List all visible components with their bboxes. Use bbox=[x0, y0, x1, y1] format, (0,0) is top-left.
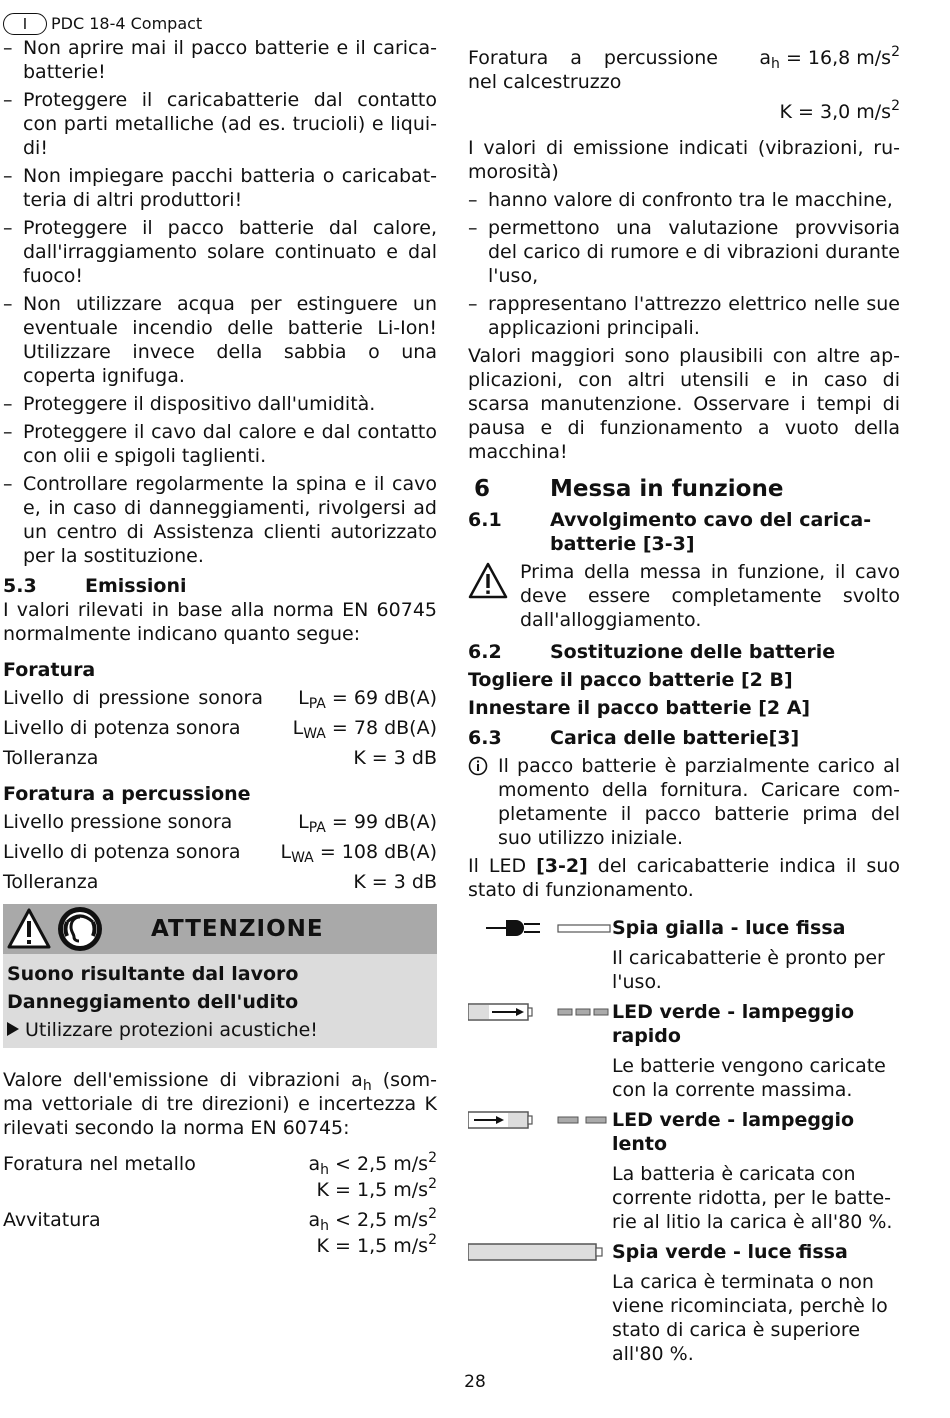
led-desc: Il caricabatterie è pronto per l'uso. bbox=[612, 947, 885, 993]
emission-intro: I valori rilevati in base alla norma EN 60745 normalmente indicano quanto segue: bbox=[3, 599, 437, 645]
arrow-right-icon bbox=[7, 1022, 19, 1036]
led-desc: La batteria è caricata con corrente ridotta, per le batte-rie al litio la carica è all'80 %. bbox=[612, 1163, 893, 1233]
led-desc: Le batterie vengono caricate con la corrente massima. bbox=[612, 1055, 886, 1101]
battery-charging-icon bbox=[468, 1108, 612, 1132]
plug-icon bbox=[468, 916, 612, 940]
info-icon bbox=[468, 756, 488, 776]
page-number: 28 bbox=[464, 1372, 486, 1392]
emission-list bbox=[468, 188, 900, 340]
list-item: – rappresentano l'attrezzo elettrico nelle sue applicazioni principali. bbox=[468, 292, 900, 340]
section-heading-6-3: 6.3 Carica delle batterie[3] bbox=[468, 727, 800, 749]
value-row: Tolleranza K = 3 dB bbox=[3, 871, 437, 893]
section-heading-6: 6 Messa in funzione bbox=[474, 476, 784, 502]
value-row: Avvitatura $a_h < 2,5$ $m/s^2$ bbox=[3, 1206, 437, 1234]
warning-triangle-icon bbox=[468, 562, 508, 600]
section-heading-6-2: 6.2 Sostituzione delle batterie bbox=[468, 641, 836, 663]
warning-header bbox=[3, 904, 437, 954]
list-item: – Non utilizzare acqua per estinguere un eventuale incendio delle batterie Li-Ion! Utilizzare invece della sabbia o una coperta ignifuga. bbox=[3, 292, 437, 388]
section-heading-emissioni bbox=[3, 574, 437, 598]
subheading-foratura: Foratura bbox=[3, 659, 96, 681]
ear-protection-icon bbox=[57, 906, 103, 952]
led-title: Spia verde - luce fissa bbox=[612, 1241, 848, 1263]
warning-body bbox=[3, 954, 437, 1048]
led-status-row bbox=[468, 916, 900, 994]
list-item: – Proteggere il caricabatterie dal contatto con parti metalliche (ad es. trucioli) e liqui-di! bbox=[3, 88, 437, 160]
value-row: K = 1,5 $m/s^2$ bbox=[316, 1176, 437, 1201]
vibration-intro: Valore dell'emissione di vibrazioni $a_h$ (som-ma vettoriale di tre direzioni) e incertezza K rilevati secondo la norma EN 60745: bbox=[3, 1069, 438, 1139]
list-item: – Controllare regolarmente la spina e il cavo e, in caso di danneggiamenti, rivolgersi ad un centro di Assistenza clienti autorizzato per la sostituzione. bbox=[3, 472, 437, 568]
led-title: LED verde - lampeggio rapido bbox=[612, 1001, 855, 1047]
list-item: – permettono una valutazione provvisoria del carico di rumore e di vibrazioni durante l'uso, bbox=[468, 216, 900, 288]
emission-values-intro: I valori di emissione indicati (vibrazioni, ru-morosità) bbox=[468, 137, 900, 183]
value-row: Livello di pressione sonora $L_{PA} = 69$ dB(A) bbox=[3, 687, 437, 712]
product-name: PDC 18-4 Compact bbox=[51, 14, 203, 33]
led-status-row bbox=[468, 1108, 900, 1234]
led-intro: Il LED [3-2] del caricabatterie indica il suo stato di funzionamento. bbox=[468, 855, 900, 901]
led-title: Spia gialla - luce fissa bbox=[612, 917, 846, 939]
section-number: 5.3 bbox=[3, 575, 37, 597]
value-row: Livello di potenza sonora $L_{WA} = 78$ dB(A) bbox=[3, 717, 437, 742]
language-badge: I bbox=[3, 13, 47, 35]
list-item: – Non aprire mai il pacco batterie e il carica-batterie! bbox=[3, 36, 437, 84]
warning-line: Suono risultante dal lavoro bbox=[7, 963, 299, 985]
list-item: – Proteggere il pacco batterie dal calore, dall'irraggiamento solare continuato e dal fuoco! bbox=[3, 216, 437, 288]
list-item: – hanno valore di confronto tra le macchine, bbox=[468, 188, 900, 212]
instruction-remove: Togliere il pacco batterie [2 B] bbox=[468, 669, 793, 691]
list-item: – Proteggere il cavo dal calore e dal contatto con olii e spigoli taglienti. bbox=[3, 420, 437, 468]
warning-action: Utilizzare protezioni acustiche! bbox=[7, 1018, 433, 1042]
value-row: Foratura nel metallo $a_h < 2,5$ $m/s^2$ bbox=[3, 1150, 437, 1178]
led-status-row bbox=[468, 1240, 900, 1366]
subheading-percussione: Foratura a percussione bbox=[3, 783, 251, 805]
value-row: K = 1,5 $m/s^2$ bbox=[316, 1232, 437, 1257]
warning-line: Danneggiamento dell'udito bbox=[7, 991, 299, 1013]
value-row: Livello pressione sonora $L_{PA} = 99$ dB(A) bbox=[3, 811, 437, 836]
info-note: Il pacco batterie è parzialmente carico al momento della fornitura. Caricare com-pletamente il pacco batterie prima del suo utilizzo iniziale. bbox=[468, 754, 900, 850]
led-title: LED verde - lampeggio lento bbox=[612, 1109, 855, 1155]
list-item: – Proteggere il dispositivo dall'umidità. bbox=[3, 392, 437, 416]
value-row: Tolleranza K = 3 dB bbox=[3, 747, 437, 769]
battery-full-icon bbox=[468, 1240, 612, 1264]
left-column bbox=[3, 36, 437, 1264]
warning-title: ATTENZIONE bbox=[151, 916, 324, 942]
list-item: – Non impiegare pacchi batteria o caricabat-teria di altri produttori! bbox=[3, 164, 437, 212]
instruction-insert: Innestare il pacco batterie [2 A] bbox=[468, 697, 811, 719]
led-desc: La carica è terminata o non viene ricominciata, perchè lo stato di carica è superiore all'80 %. bbox=[612, 1271, 888, 1365]
value-row: Foratura a percussione nel calcestruzzo $a_h = 16,8$ $m/s^2$ bbox=[468, 44, 900, 93]
battery-charging-icon bbox=[468, 1000, 612, 1024]
warning-box bbox=[3, 904, 437, 1048]
section-title: Emissioni bbox=[85, 575, 187, 597]
section-heading-6-1: 6.1 Avvolgimento cavo del carica-batterie [3-3] bbox=[468, 509, 872, 555]
right-column bbox=[468, 46, 900, 1366]
warning-triangle-icon bbox=[7, 907, 51, 951]
led-status-row bbox=[468, 1000, 900, 1102]
value-row: Livello di potenza sonora $L_{WA} = 108$ dB(A) bbox=[3, 841, 437, 866]
safety-list bbox=[3, 36, 437, 568]
warning-note: Prima della messa in funzione, il cavo deve essere completamente svolto dall'alloggiamento. bbox=[468, 560, 900, 632]
value-row: K = 3,0 $m/s^2$ bbox=[779, 98, 900, 123]
page-header bbox=[3, 12, 202, 36]
emission-note: Valori maggiori sono plausibili con altre ap-plicazioni, con altri utensili e in caso di scarsa manutenzione. Osservare i tempi di pausa e di funzionamento a vuoto della macchina! bbox=[468, 345, 900, 463]
